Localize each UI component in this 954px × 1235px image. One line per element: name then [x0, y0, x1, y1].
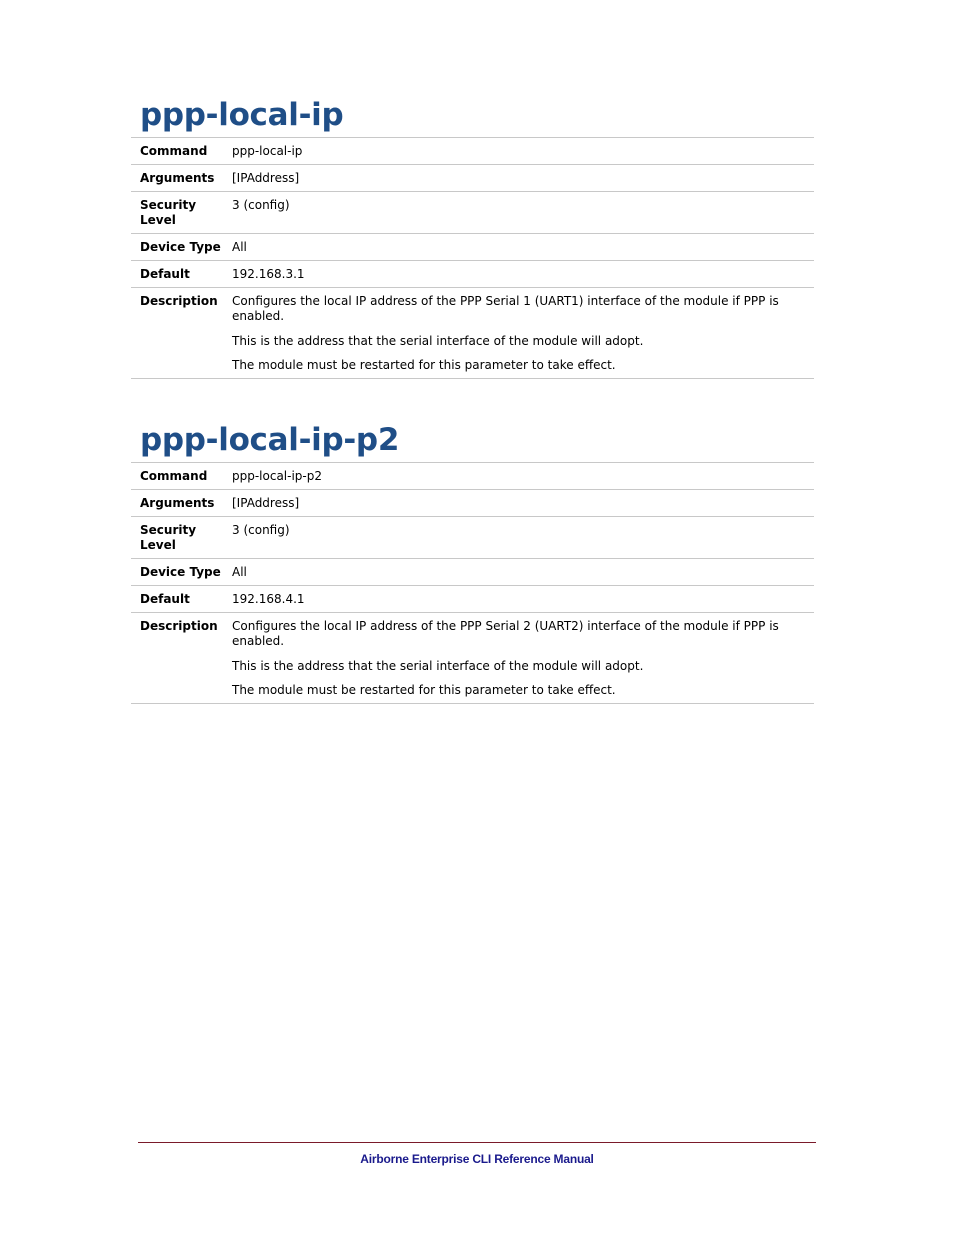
row-label: Default [140, 592, 190, 606]
row-value: 3 (config) [232, 198, 290, 212]
table-row [131, 138, 814, 165]
row-value: ppp-local-ip-p2 [232, 469, 323, 483]
table-row [131, 586, 814, 613]
section-title: ppp-local-ip [140, 97, 344, 133]
row-label: Device Type [140, 565, 221, 579]
description-line: Configures the local IP address of the PPP Serial 2 (UART2) interface of the module if PPP is enabled. [232, 619, 779, 648]
footer-title: Airborne Enterprise CLI Reference Manual [360, 1152, 594, 1166]
section-title: ppp-local-ip-p2 [140, 422, 400, 458]
description-line: Configures the local IP address of the PPP Serial 1 (UART1) interface of the module if PPP is enabled. [232, 294, 779, 323]
description-value [232, 613, 814, 704]
description-line: The module must be restarted for this parameter to take effect. [232, 358, 616, 372]
row-value: 192.168.3.1 [232, 267, 305, 281]
spec-table [131, 137, 814, 379]
table-row [131, 165, 814, 192]
description-line: This is the address that the serial interface of the module will adopt. [232, 333, 644, 348]
row-label: Security Level [140, 198, 197, 227]
row-label: Arguments [140, 171, 215, 185]
table-row [131, 517, 814, 559]
row-label: Security Level [140, 523, 197, 552]
row-value: ppp-local-ip [232, 144, 303, 158]
row-label: Description [140, 619, 218, 633]
row-value: [IPAddress] [232, 496, 300, 510]
table-row [131, 261, 814, 288]
row-label: Device Type [140, 240, 221, 254]
table-row [131, 490, 814, 517]
row-label: Command [140, 144, 208, 158]
spec-table [131, 462, 814, 704]
row-value: 3 (config) [232, 523, 290, 537]
table-row [131, 288, 814, 379]
row-label: Command [140, 469, 208, 483]
row-value: [IPAddress] [232, 171, 300, 185]
row-label: Default [140, 267, 190, 281]
description-line: This is the address that the serial interface of the module will adopt. [232, 658, 644, 673]
row-label: Description [140, 294, 218, 308]
section-ppp-local-ip-p2 [131, 418, 814, 704]
description-value [232, 288, 814, 379]
table-row [131, 463, 814, 490]
footer-rule [138, 1142, 816, 1143]
row-value: 192.168.4.1 [232, 592, 305, 606]
section-ppp-local-ip [131, 93, 814, 379]
table-row [131, 559, 814, 586]
table-row [131, 234, 814, 261]
description-line: The module must be restarted for this parameter to take effect. [232, 683, 616, 697]
table-row [131, 613, 814, 704]
row-value: All [232, 565, 247, 579]
row-value: All [232, 240, 247, 254]
table-row [131, 192, 814, 234]
row-label: Arguments [140, 496, 215, 510]
